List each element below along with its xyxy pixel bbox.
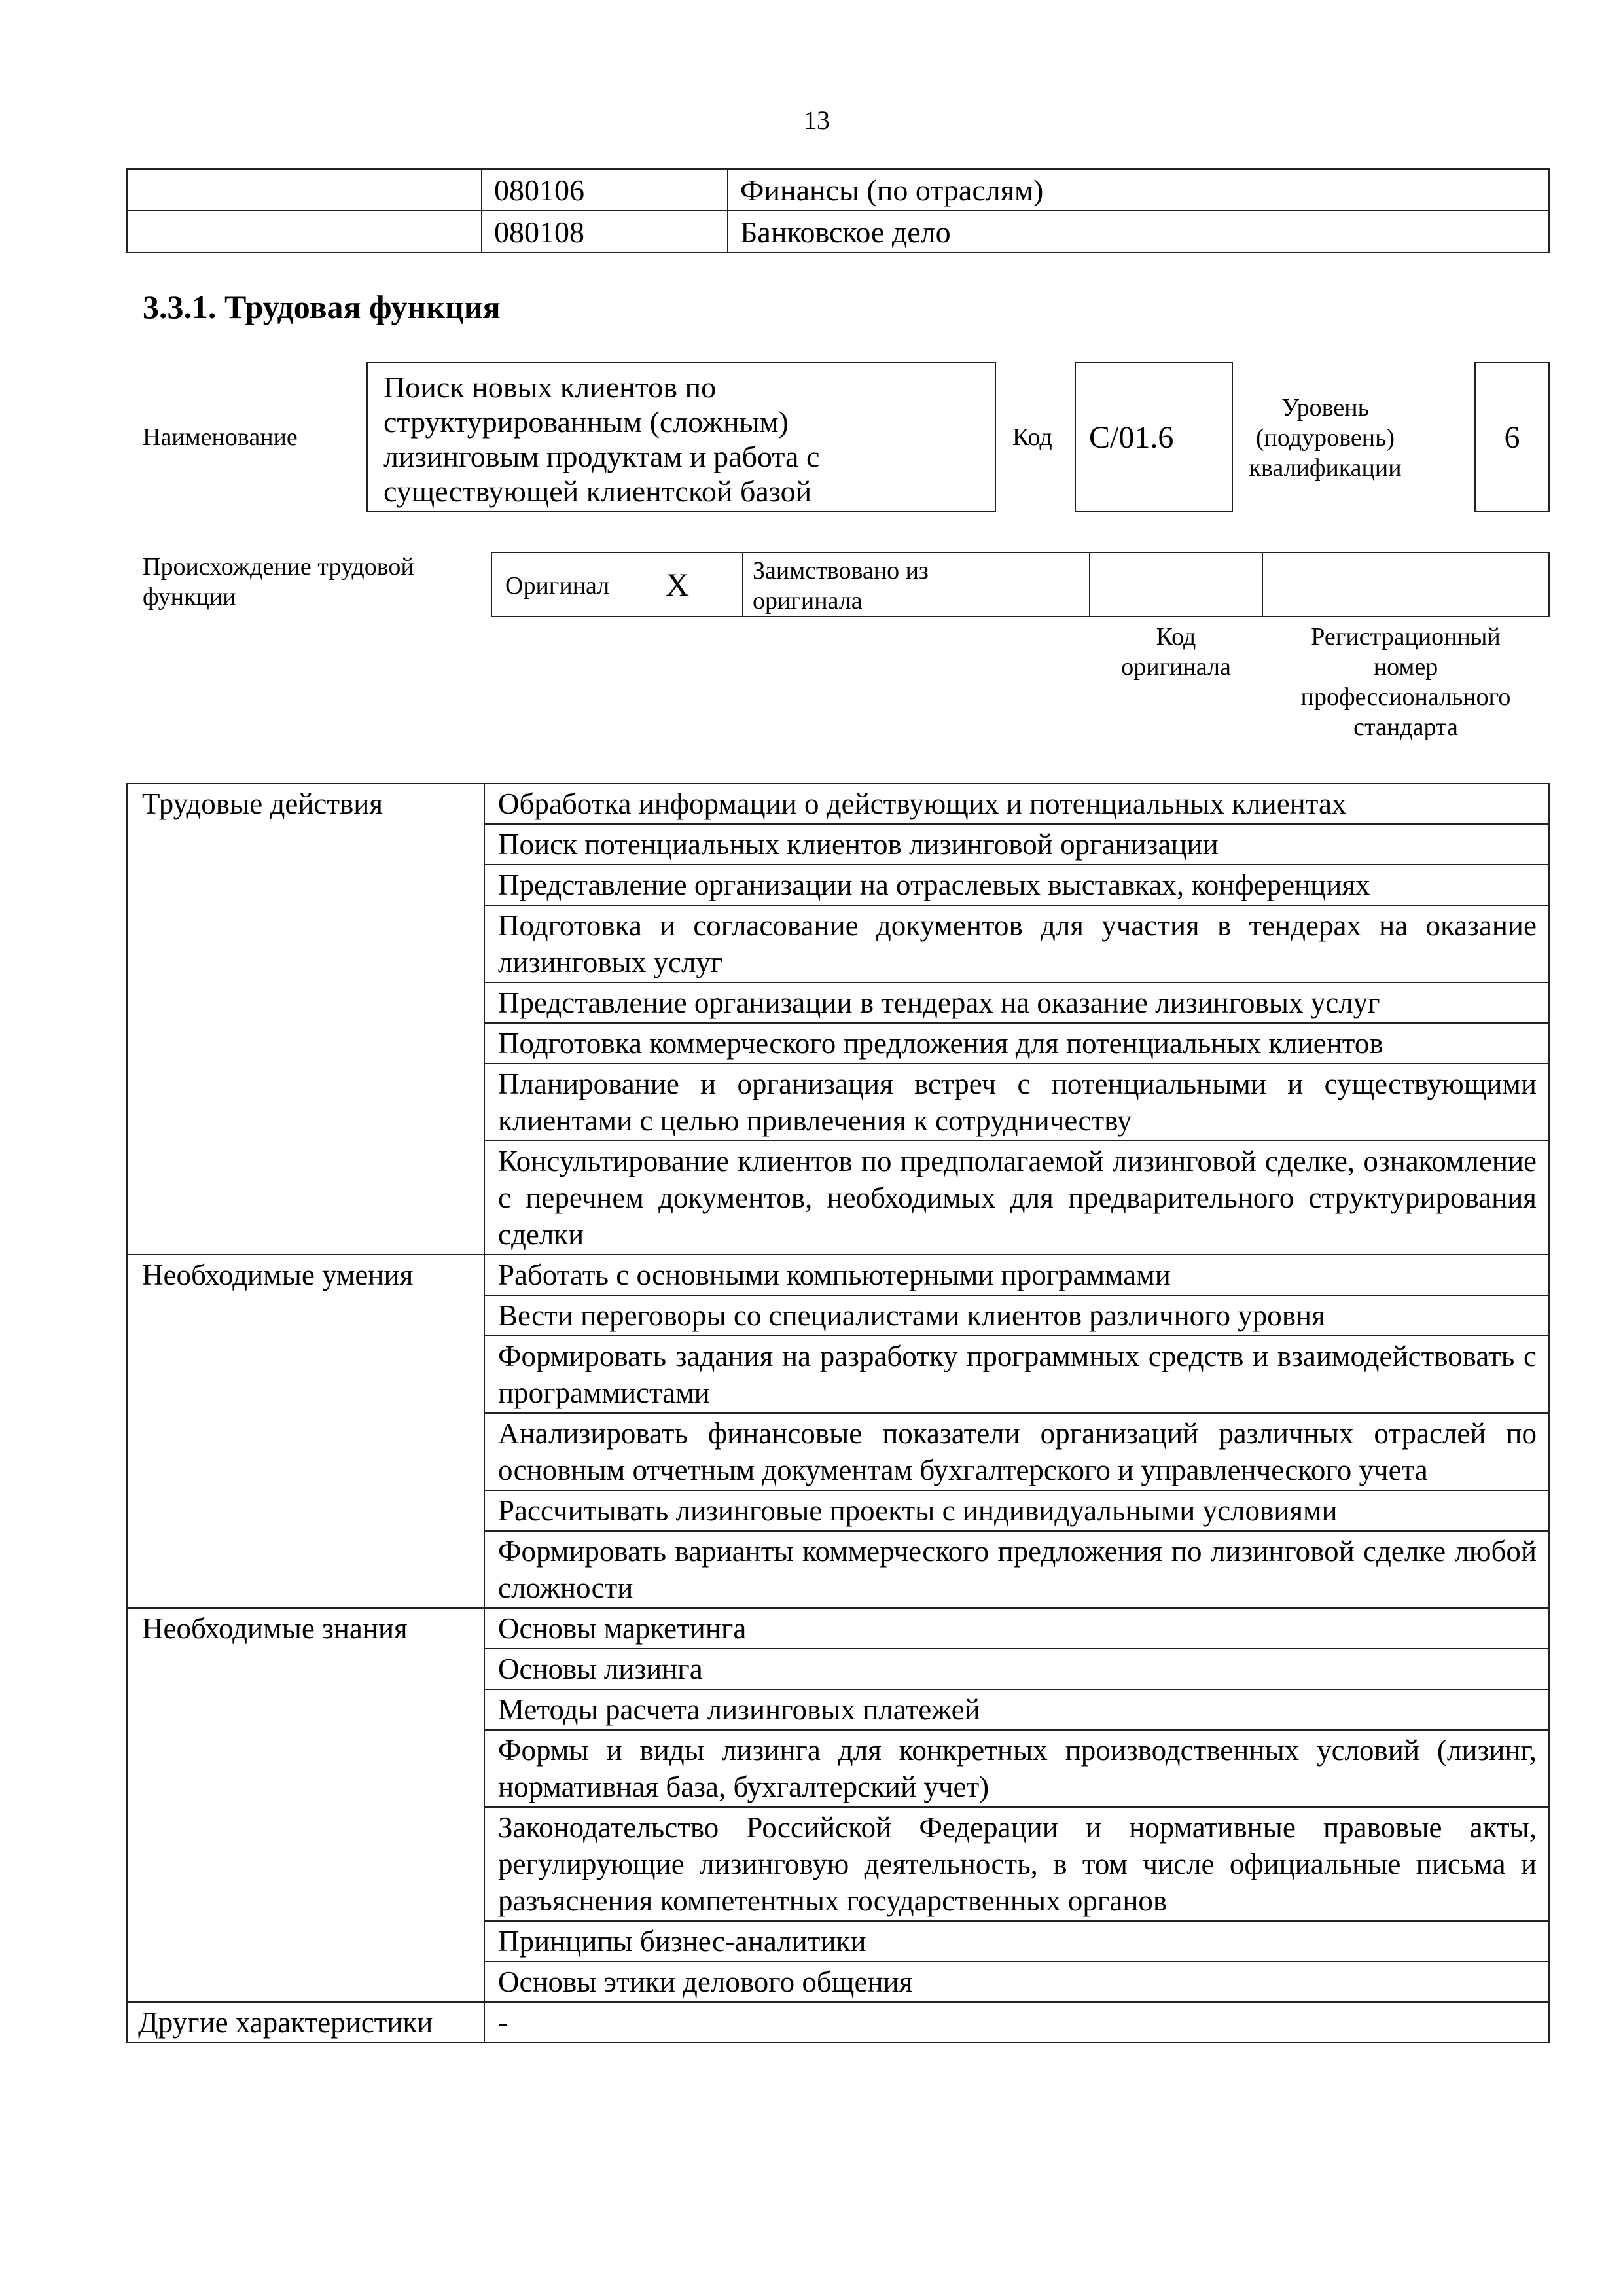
list-item: Вести переговоры со специалистами клиентов различного уровня: [484, 1295, 1549, 1336]
table-row: [127, 783, 1549, 824]
borrowed-label-line: оригинала: [753, 587, 863, 615]
level-label: [1240, 393, 1410, 483]
origin-label-line: Происхождение трудовой: [143, 553, 414, 581]
list-item: Принципы бизнес-аналитики: [484, 1921, 1549, 1962]
borrowed-label: [753, 556, 929, 616]
level-label-line: Уровень: [1281, 394, 1369, 422]
list-item: Планирование и организация встреч с потенциальными и существующими клиентами с целью привлечения к сотрудничеству: [484, 1064, 1549, 1141]
function-name-line: существующей клиентской базой: [383, 475, 812, 508]
list-item: Рассчитывать лизинговые проекты с индивидуальными условиями: [484, 1490, 1549, 1531]
code-label: Код: [1012, 423, 1052, 451]
section-title: 3.3.1. Трудовая функция: [143, 289, 501, 325]
table-row: [127, 1255, 1549, 1295]
section-label: Необходимые умения: [127, 1255, 484, 1608]
reg-caption: [1262, 622, 1550, 742]
table-row: [127, 169, 1549, 211]
list-item: Подготовка коммерческого предложения для потенциальных клиентов: [484, 1023, 1549, 1064]
origin-label-line: функции: [143, 583, 236, 611]
page-number: 13: [804, 105, 830, 135]
list-item: Основы лизинга: [484, 1649, 1549, 1689]
reg-caption-line: Регистрационный: [1311, 623, 1501, 651]
okso-name: Финансы (по отраслям): [728, 169, 1549, 211]
code-value: C/01.6: [1089, 420, 1174, 455]
list-item: Обработка информации о действующих и потенциальных клиентах: [484, 783, 1549, 824]
level-label-line: квалификации: [1249, 454, 1402, 482]
section-label: Необходимые знания: [127, 1608, 484, 2002]
list-item: Подготовка и согласование документов для участия в тендерах на оказание лизинговых услуг: [484, 905, 1549, 982]
level-value-box: [1474, 362, 1550, 512]
name-label: Наименование: [143, 423, 298, 451]
section-label: Другие характеристики: [127, 2002, 484, 2043]
function-name-line: структурированным (сложным): [383, 405, 789, 439]
original-code-cell: [1089, 552, 1263, 617]
code-value-box: [1075, 362, 1233, 512]
function-name-line: Поиск новых клиентов по: [383, 370, 717, 404]
reg-caption-line: стандарта: [1353, 713, 1458, 741]
list-item: Представление организации на отраслевых выставках, конференциях: [484, 865, 1549, 905]
level-label-line: (подуровень): [1255, 424, 1395, 452]
borrowed-cell: [742, 552, 1090, 617]
origin-label: [143, 552, 414, 612]
level-value: 6: [1504, 420, 1520, 455]
list-item: Поиск потенциальных клиентов лизинговой организации: [484, 824, 1549, 865]
reg-number-cell: [1262, 552, 1550, 617]
list-item: Методы расчета лизинговых платежей: [484, 1689, 1549, 1730]
list-item: -: [484, 2002, 1549, 2043]
list-item: Формировать задания на разработку программных средств и взаимодействовать с программистами: [484, 1336, 1549, 1413]
okso-code: 080108: [482, 211, 728, 253]
code-caption: [1089, 622, 1263, 682]
list-item: Представление организации в тендерах на оказание лизинговых услуг: [484, 982, 1549, 1023]
list-item: Законодательство Российской Федерации и нормативные правовые акты, регулирующие лизинговую деятельность, в том числе официальные письма и разъяснения компетентных государственных органов: [484, 1807, 1549, 1921]
list-item: Консультирование клиентов по предполагаемой лизинговой сделке, ознакомление с перечнем документов, необходимых для предварительного структурирования сделки: [484, 1141, 1549, 1255]
borrowed-label-line: Заимствовано из: [753, 557, 929, 584]
reg-caption-line: профессионального: [1300, 683, 1511, 711]
okso-name: Банковское дело: [728, 211, 1549, 253]
table-row: [127, 211, 1549, 253]
code-caption-line: Код: [1156, 623, 1196, 651]
reg-caption-line: номер: [1373, 653, 1438, 681]
empty-cell: [127, 211, 482, 253]
okso-code: 080106: [482, 169, 728, 211]
list-item: Основы маркетинга: [484, 1608, 1549, 1649]
section-label: Трудовые действия: [127, 783, 484, 1255]
list-item: Формировать варианты коммерческого предложения по лизинговой сделке любой сложности: [484, 1531, 1549, 1608]
function-name-line: лизинговым продуктам и работа с: [383, 440, 820, 473]
function-details-table: [126, 783, 1550, 2043]
list-item: Формы и виды лизинга для конкретных производственных условий (лизинг, нормативная база, бухгалтерский учет): [484, 1730, 1549, 1807]
list-item: Основы этики делового общения: [484, 1962, 1549, 2002]
list-item: Работать с основными компьютерными программами: [484, 1255, 1549, 1295]
okso-table: [126, 168, 1550, 253]
table-row: [127, 2002, 1549, 2043]
table-row: [127, 1608, 1549, 1649]
original-label: Оригинал: [505, 572, 610, 600]
original-mark: X: [666, 566, 690, 603]
code-caption-line: оригинала: [1121, 653, 1231, 681]
function-name-box: [366, 362, 996, 512]
list-item: Анализировать финансовые показатели организаций различных отраслей по основным отчетным документам бухгалтерского и управленческого учета: [484, 1413, 1549, 1490]
original-cell: [491, 552, 743, 617]
empty-cell: [127, 169, 482, 211]
